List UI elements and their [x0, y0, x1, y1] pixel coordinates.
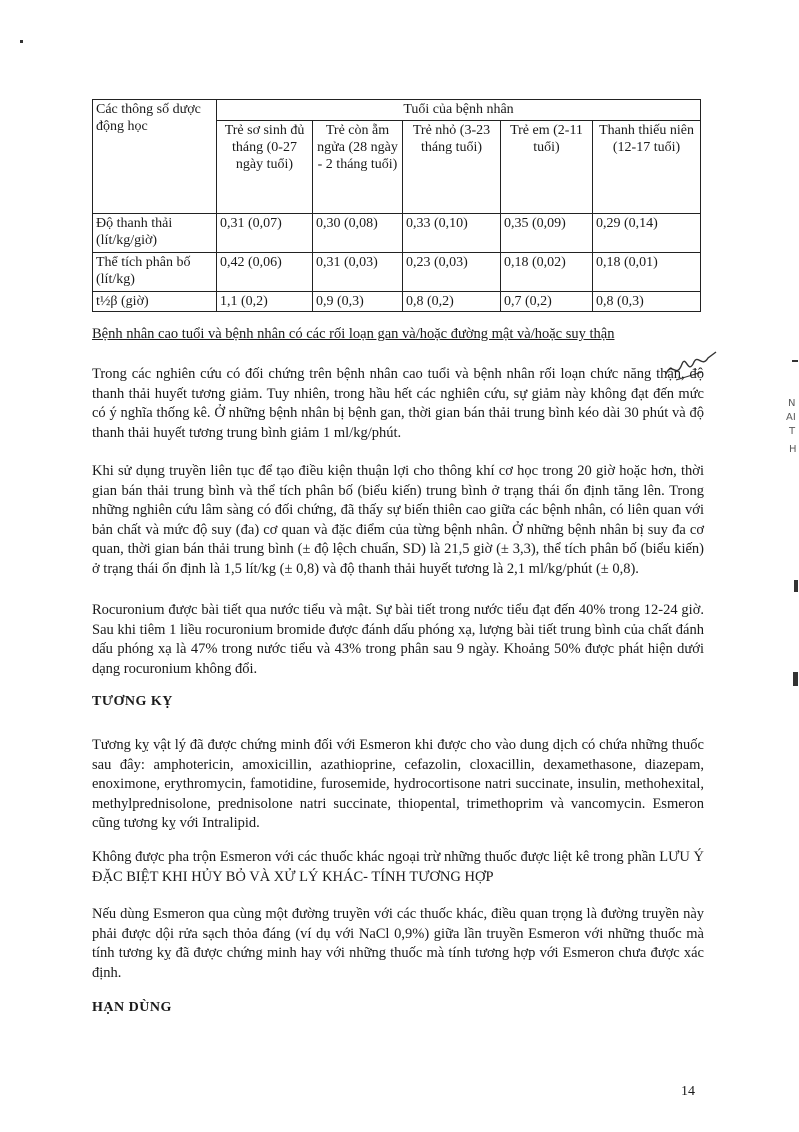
value-cell: 0,23 (0,03) — [403, 253, 501, 292]
margin-tick — [793, 672, 798, 686]
elderly-hepatic-subheading: Bệnh nhân cao tuổi và bệnh nhân có các rối loạn gan và/hoặc đường mật và/hoặc suy thận — [92, 326, 615, 342]
value-cell: 0,7 (0,2) — [501, 292, 593, 312]
age-group-cell: Trẻ nhỏ (3-23 tháng tuổi) — [403, 121, 501, 214]
margin-tick — [794, 580, 798, 592]
value-cell: 0,35 (0,09) — [501, 214, 593, 253]
age-group-cell: Trẻ em (2-11 tuổi) — [501, 121, 593, 214]
margin-tick — [792, 360, 798, 362]
value-cell: 0,42 (0,06) — [217, 253, 313, 292]
age-group-cell: Trẻ còn ẵm ngửa (28 ngày - 2 tháng tuổi) — [313, 121, 403, 214]
value-cell: 0,18 (0,01) — [593, 253, 701, 292]
value-cell: 0,30 (0,08) — [313, 214, 403, 253]
age-group-cell: Thanh thiếu niên (12-17 tuổi) — [593, 121, 701, 214]
margin-letter: H — [789, 444, 797, 455]
age-header-cell: Tuổi của bệnh nhân — [217, 100, 701, 121]
param-header-cell: Các thông số dược động học — [93, 100, 217, 214]
margin-letter: AI — [786, 412, 796, 423]
excretion-paragraph: Rocuronium được bài tiết qua nước tiểu và mật. Sự bài tiết trong nước tiểu đạt đến 40% trong 12-24 giờ. Sau khi tiêm 1 liều rocuronium bromide được đánh dấu phóng xạ, lượng bài tiết trung bình của chất đánh dấu phóng xạ là 47% trong nước tiểu và 43% trong phân sau 9 ngày. Khoảng 50% được phát hiện dưới dạng rocuronium không đổi. — [92, 602, 704, 677]
table-header-row — [93, 100, 701, 121]
row-label-cell: Thể tích phân bố (lít/kg) — [93, 253, 217, 292]
no-mix-paragraph: Không được pha trộn Esmeron với các thuốc khác ngoại trừ những thuốc được liệt kê trong phần LƯU Ý ĐẶC BIỆT KHI HỦY BỎ VÀ XỬ LÝ KHÁC- TÍNH TƯƠNG HỢP — [92, 849, 704, 885]
flush-paragraph: Nếu dùng Esmeron qua cùng một đường truyền với các thuốc khác, điều quan trọng là đường truyền này phải được dội rửa sạch thỏa đáng (ví dụ với NaCl 0,9%) giữa lần truyền Esmeron với những thuốc mà tính tương kỵ đã được chứng minh hay với những thuốc mà tính tương hợp với Esmeron chưa được xác định. — [92, 906, 704, 981]
value-cell: 0,33 (0,10) — [403, 214, 501, 253]
margin-letter: N — [788, 398, 796, 409]
incompatibility-list-paragraph: Tương kỵ vật lý đã được chứng minh đối với Esmeron khi được cho vào dung dịch có chứa những thuốc sau đây: amphotericin, amoxicillin, azathioprine, cefazolin, cloxacillin, dexamethasone, diazepam, enoximone, erythromycin, famotidine, furosemide, hydrocortisone natri succinate, insulin, methohexital, methylprednisolone, prednisolone natri succinate, thiopental, trimethoprim và vancomycin. Esmeron cũng tương kỵ với Intralipid. — [92, 737, 704, 832]
value-cell: 0,31 (0,03) — [313, 253, 403, 292]
elderly-paragraph: Trong các nghiên cứu có đối chứng trên bệnh nhân cao tuổi và bệnh nhân rối loạn chức năng thận, độ thanh thải huyết tương giảm. Tuy nhiên, trong hầu hết các nghiên cứu, sự giảm này không đạt đến mức có ý nghĩa thống kê. Ở những bệnh nhân bị bệnh gan, thời gian bán thải trung bình kéo dài 30 phút và độ thanh thải huyết tương trung bình giảm 1 ml/kg/phút. — [92, 366, 704, 441]
age-group-cell: Trẻ sơ sinh đủ tháng (0-27 ngày tuổi) — [217, 121, 313, 214]
value-cell: 0,9 (0,3) — [313, 292, 403, 312]
value-cell: 0,18 (0,02) — [501, 253, 593, 292]
scan-dot — [20, 40, 23, 43]
value-cell: 0,8 (0,3) — [593, 292, 701, 312]
pharmacokinetics-table — [92, 99, 701, 312]
page-number: 14 — [681, 1084, 695, 1099]
table-row — [93, 292, 701, 312]
value-cell: 0,31 (0,07) — [217, 214, 313, 253]
table-row — [93, 214, 701, 253]
shelf-life-heading: HẠN DÙNG — [92, 1000, 172, 1015]
margin-letter: T — [789, 426, 796, 437]
row-label-cell: Độ thanh thải (lít/kg/giờ) — [93, 214, 217, 253]
value-cell: 0,29 (0,14) — [593, 214, 701, 253]
row-label-cell: t½β (giờ) — [93, 292, 217, 312]
infusion-paragraph: Khi sử dụng truyền liên tục để tạo điều kiện thuận lợi cho thông khí cơ học trong 20 giờ hoặc hơn, thời gian bán thải trung bình và thể tích phân bố (biểu kiến) trung bình ở trạng thái ổn định tăng lên. Trong những nghiên cứu lâm sàng có đối chứng, đã thấy sự biến thiên cao giữa các bệnh nhân, có liên quan với bản chất và mức độ suy (đa) cơ quan và đặc điểm của từng bệnh nhân. Ở những bệnh nhân bị suy đa cơ quan, thời gian bán thải trung bình (± độ lệch chuẩn, SD) là 21,5 giờ (± 3,3), thể tích phân bố (biểu kiến) ở trạng thái ổn định là 1,5 lít/kg (± 0,8) và độ thanh thải huyết tương là 2,1 ml/kg/phút (± 0,8). — [92, 463, 704, 577]
value-cell: 1,1 (0,2) — [217, 292, 313, 312]
table-row — [93, 253, 701, 292]
incompatibility-heading: TƯƠNG KỴ — [92, 694, 173, 709]
value-cell: 0,8 (0,2) — [403, 292, 501, 312]
